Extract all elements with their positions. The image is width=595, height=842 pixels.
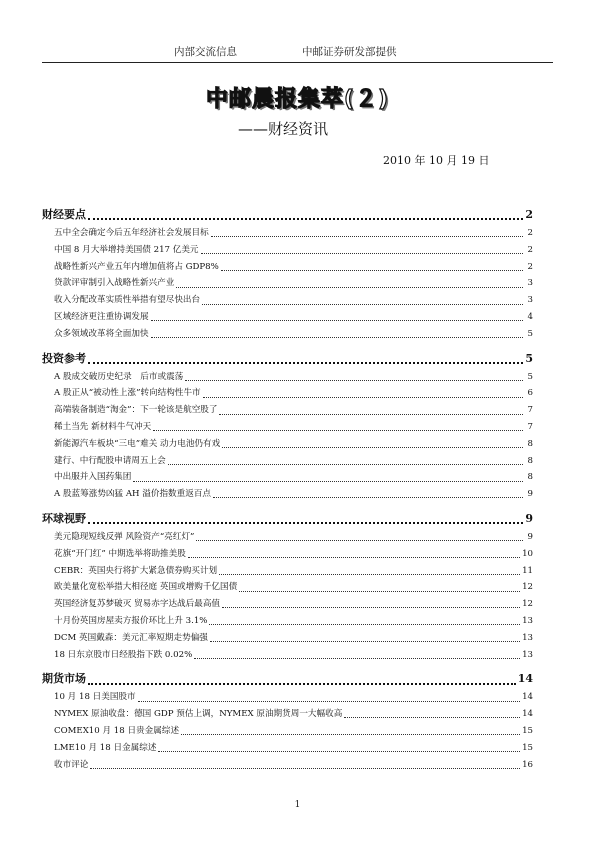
toc-leader-dots	[133, 474, 523, 482]
toc-leader-dots	[210, 634, 520, 642]
toc-item-page: 9	[527, 489, 533, 500]
toc-item-page: 10	[522, 548, 533, 559]
toc-leader-dots	[221, 263, 523, 271]
toc-item-text: 建行、中行配股申请周五上会	[54, 455, 166, 466]
toc-section-finance	[42, 206, 533, 344]
toc-leader-dots	[181, 727, 520, 735]
toc-section-title: 投资参考	[42, 351, 86, 365]
toc-leader-dots	[219, 407, 523, 415]
toc-item[interactable]	[42, 260, 533, 277]
toc-item[interactable]	[42, 564, 533, 581]
toc-item[interactable]	[42, 226, 533, 243]
toc-item-page: 2	[527, 228, 533, 238]
toc-item[interactable]	[42, 293, 533, 310]
toc-leader-dots	[239, 584, 520, 592]
toc-item-page: 5	[527, 371, 533, 382]
toc-item-text: 新能源汽车板块“三电”难关 动力电池仍有戏	[54, 438, 221, 449]
document-subtitle: ——财经资讯	[238, 120, 329, 138]
toc-item[interactable]	[42, 741, 533, 758]
toc-item-text: 高端装备制造“淘金”：下一轮该是航空股了	[54, 405, 218, 416]
toc-leader-dots	[219, 567, 520, 575]
toc-item[interactable]	[42, 724, 533, 741]
toc-item-text: A 股蓝筹涨势凶猛 AH 溢价指数重返百点	[54, 489, 212, 500]
toc-item-page: 12	[522, 599, 533, 610]
toc-page-number: 5	[525, 351, 533, 365]
toc-item-text: 贷款评审制引入战略性新兴产业	[54, 278, 175, 289]
toc-item-page: 9	[527, 531, 533, 542]
toc-section-futures	[42, 670, 533, 774]
toc-item-text: A 股成交破历史纪录 后市或震荡	[54, 371, 184, 382]
toc-item[interactable]	[42, 707, 533, 724]
toc-item-text: DCM 英国戴森：美元汇率短期走势偏强	[54, 632, 208, 643]
toc-leader-dots	[344, 711, 520, 719]
toc-section-heading[interactable]	[42, 206, 533, 226]
toc-item-text: 十月份英国房屋卖方报价环比上升 3.1%	[54, 615, 208, 626]
document-date: 2010 年 10 月 19 日	[383, 154, 490, 167]
toc-item-page: 2	[527, 261, 533, 272]
toc-section-heading[interactable]	[42, 670, 533, 690]
toc-item-text: NYMEX 原油收盘：德国 GDP 预估上调，NYMEX 原油期货周一大幅收高	[54, 709, 343, 720]
toc-leader-dots	[88, 514, 523, 525]
toc-section-heading[interactable]	[42, 350, 533, 370]
toc-item-page: 4	[527, 311, 533, 322]
toc-item[interactable]	[42, 243, 533, 260]
toc-item[interactable]	[42, 580, 533, 597]
toc-item-text: 10 月 18 日美国股市	[54, 692, 136, 703]
toc-item-text: 稀土当先 新材料牛气冲天	[54, 421, 152, 432]
toc-item[interactable]	[42, 758, 533, 775]
toc-leader-dots	[213, 491, 523, 499]
page-header	[42, 40, 553, 63]
toc-section-global	[42, 510, 533, 664]
header-right-text: 中邮证券研发部提供	[302, 46, 397, 58]
toc-leader-dots	[88, 210, 523, 221]
toc-section-title: 环球视野	[42, 511, 86, 525]
toc-item-text: 收入分配改革实质性举措有望尽快出台	[54, 295, 201, 306]
toc-page-number: 9	[525, 511, 533, 525]
toc-item-text: 战略性新兴产业五年内增加值将占 GDP8%	[54, 261, 219, 272]
toc-item[interactable]	[42, 437, 533, 454]
toc-item-page: 14	[522, 692, 533, 703]
toc-item[interactable]	[42, 276, 533, 293]
toc-item[interactable]	[42, 648, 533, 665]
toc-leader-dots	[168, 457, 523, 465]
toc-item[interactable]	[42, 597, 533, 614]
toc-item-page: 14	[522, 709, 533, 720]
toc-item[interactable]	[42, 310, 533, 327]
toc-item-text: 中出服并入国药集团	[54, 472, 132, 483]
toc-item-page: 3	[527, 295, 533, 306]
toc-item[interactable]	[42, 470, 533, 487]
toc-leader-dots	[138, 694, 520, 702]
toc-item-page: 15	[522, 725, 533, 736]
toc-item-page: 13	[522, 632, 533, 643]
toc-leader-dots	[222, 601, 520, 609]
header-left-text: 内部交流信息	[174, 46, 237, 58]
toc-item-text: LME10 月 18 日金属综述	[54, 742, 157, 753]
toc-page-number: 14	[517, 672, 533, 686]
page-number: 1	[294, 800, 301, 810]
toc-leader-dots	[153, 423, 523, 431]
toc-item[interactable]	[42, 690, 533, 707]
toc-section-investment	[42, 350, 533, 504]
toc-leader-dots	[88, 674, 516, 685]
toc-item-page: 8	[527, 472, 533, 483]
toc-item-text: COMEX10 月 18 日贵金属综述	[54, 725, 180, 736]
toc-leader-dots	[202, 297, 523, 305]
toc-leader-dots	[88, 353, 523, 364]
toc-leader-dots	[158, 744, 520, 752]
toc-item-text: 收市评论	[54, 759, 89, 770]
toc-leader-dots	[196, 533, 523, 541]
toc-item[interactable]	[42, 530, 533, 547]
toc-item[interactable]	[42, 370, 533, 387]
toc-item-text: 中国 8 月大举增持美国债 217 亿美元	[54, 244, 199, 255]
toc-item-page: 11	[522, 565, 533, 576]
toc-item[interactable]	[42, 487, 533, 504]
toc-leader-dots	[211, 229, 523, 237]
toc-leader-dots	[90, 761, 520, 769]
toc-section-heading[interactable]	[42, 510, 533, 530]
document-title: 中邮晨报集萃(２)	[205, 87, 390, 112]
toc-item[interactable]	[42, 327, 533, 344]
toc-item-page: 7	[527, 405, 533, 416]
toc-section-title: 财经要点	[42, 208, 86, 221]
toc-item-page: 16	[522, 759, 533, 770]
toc-page-number: 2	[525, 208, 533, 221]
toc-item-text: 区域经济更注重协调发展	[54, 311, 149, 322]
toc-item-page: 3	[527, 278, 533, 289]
toc-leader-dots	[176, 280, 523, 288]
toc-section-title: 期货市场	[42, 672, 86, 686]
toc-item-text: 欧美量化宽松举措大相径庭 英国或增购千亿国债	[54, 582, 238, 593]
toc-item-text: 花旗“开门红” 中期选举将助推美股	[54, 548, 186, 559]
toc-leader-dots	[151, 313, 523, 321]
toc-item-text: 18 日东京股市日经股指下跌 0.02%	[54, 649, 193, 660]
toc-item-page: 12	[522, 582, 533, 593]
toc-leader-dots	[151, 330, 523, 338]
toc-leader-dots	[203, 390, 523, 398]
toc-item-page: 5	[527, 328, 533, 339]
toc-item-page: 13	[522, 649, 533, 660]
toc-item-text: A 股正从“被动性上涨”转向结构性牛市	[54, 388, 201, 399]
toc-item[interactable]	[42, 631, 533, 648]
toc-item-page: 15	[522, 742, 533, 753]
toc-item[interactable]	[42, 386, 533, 403]
toc-item[interactable]	[42, 547, 533, 564]
toc-item[interactable]	[42, 403, 533, 420]
toc-item-text: 美元隐现短线反弹 风险资产“亮红灯”	[54, 531, 195, 542]
toc-leader-dots	[188, 550, 520, 558]
toc-item[interactable]	[42, 614, 533, 631]
toc-item-text: CEBR：英国央行将扩大紧急债券购买计划	[54, 565, 218, 576]
toc-item-text: 五中全会确定今后五年经济社会发展目标	[54, 228, 209, 238]
toc-item[interactable]	[42, 420, 533, 437]
toc-item-page: 8	[527, 455, 533, 466]
toc-item[interactable]	[42, 454, 533, 471]
toc-item-page: 8	[527, 438, 533, 449]
toc-item-text: 英国经济复苏梦破灭 贸易赤字达战后最高值	[54, 599, 221, 610]
toc-leader-dots	[185, 373, 523, 381]
toc-item-page: 2	[527, 244, 533, 255]
toc-item-page: 7	[527, 421, 533, 432]
toc-item-text: 众多领域改革将全面加快	[54, 328, 149, 339]
table-of-contents	[42, 206, 533, 774]
toc-leader-dots	[222, 440, 523, 448]
toc-item-page: 6	[527, 388, 533, 399]
toc-item-page: 13	[522, 615, 533, 626]
toc-leader-dots	[209, 617, 520, 625]
toc-leader-dots	[194, 651, 520, 659]
toc-leader-dots	[201, 246, 523, 254]
